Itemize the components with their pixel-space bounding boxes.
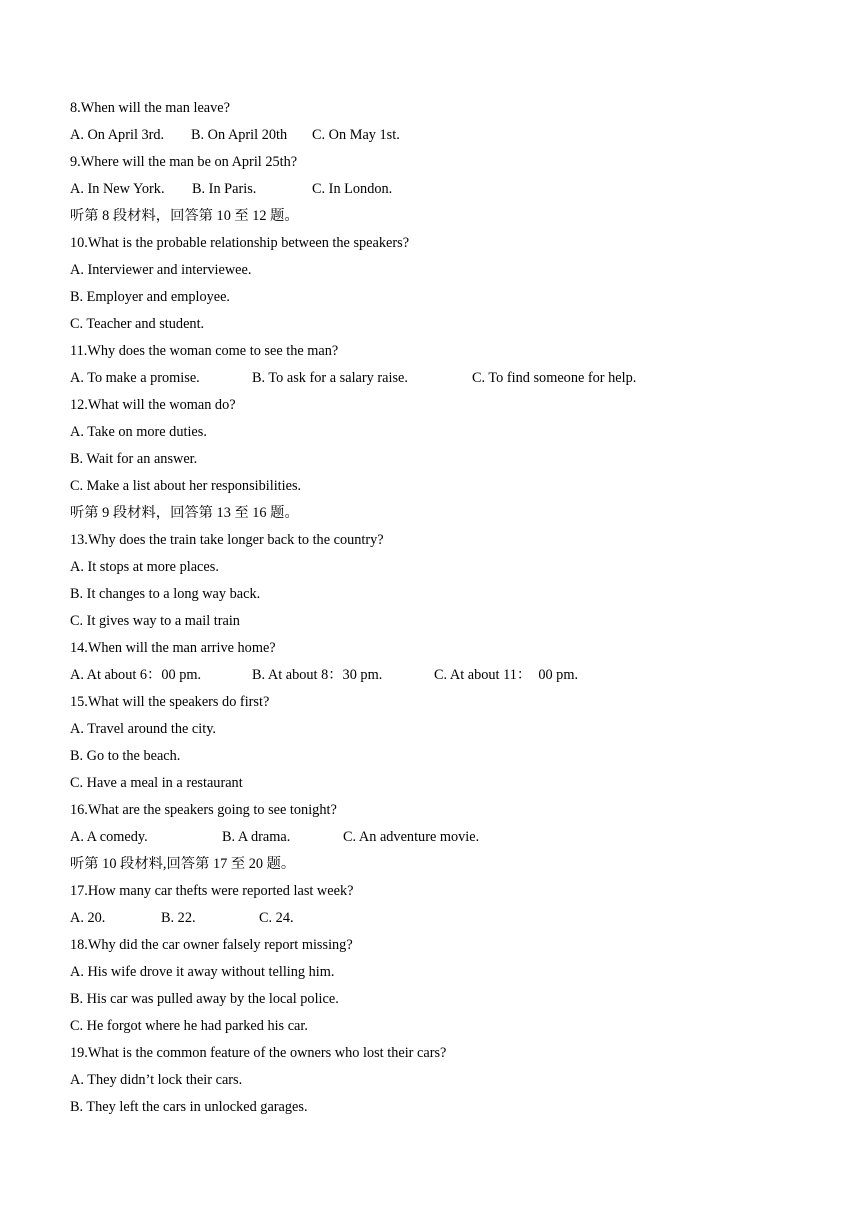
question-18-option-a: A. His wife drove it away without telling him. [70, 964, 335, 980]
option-a: A. In New York. [70, 181, 165, 197]
option-b: B. A drama. [222, 829, 291, 845]
question-18-option-b: B. His car was pulled away by the local police. [70, 991, 339, 1007]
question-19-option-a: A. They didn’t lock their cars. [70, 1072, 243, 1088]
option-b: B. On April 20th [191, 127, 288, 143]
question-12-option-c: C. Make a list about her responsibilities. [70, 478, 302, 494]
question-15: 15.What will the speakers do first? [70, 694, 270, 710]
question-12-option-b: B. Wait for an answer. [70, 451, 198, 467]
question-18: 18.Why did the car owner falsely report missing? [70, 937, 353, 953]
question-11: 11.Why does the woman come to see the man? [70, 343, 339, 359]
question-16-options [70, 827, 480, 847]
question-14: 14.When will the man arrive home? [70, 640, 276, 656]
option-a: A. To make a promise. [70, 370, 200, 386]
question-19-option-b: B. They left the cars in unlocked garages. [70, 1099, 308, 1115]
question-12-option-a: A. Take on more duties. [70, 424, 207, 440]
option-a: A. 20. [70, 910, 106, 926]
option-b: B. 22. [161, 910, 196, 926]
option-a: A. On April 3rd. [70, 127, 165, 143]
option-a: A. At about 6：00 pm. [70, 667, 202, 683]
section-heading-10: 听第 10 段材料,回答第 17 至 20 题。 [70, 856, 296, 872]
question-13-option-a: A. It stops at more places. [70, 559, 219, 575]
section-heading-9: 听第 9 段材料，回答第 13 至 16 题。 [70, 505, 299, 521]
question-12: 12.What will the woman do? [70, 397, 236, 413]
question-10: 10.What is the probable relationship between the speakers? [70, 235, 410, 251]
question-10-option-b: B. Employer and employee. [70, 289, 231, 305]
option-c: C. In London. [312, 181, 393, 197]
question-13-option-b: B. It changes to a long way back. [70, 586, 261, 602]
question-9: 9.Where will the man be on April 25th? [70, 154, 298, 170]
question-10-option-c: C. Teacher and student. [70, 316, 205, 332]
option-b: B. At about 8：30 pm. [252, 667, 383, 683]
question-11-options [70, 368, 637, 388]
question-15-option-c: C. Have a meal in a restaurant [70, 775, 243, 791]
option-c: C. On May 1st. [312, 127, 400, 143]
question-19: 19.What is the common feature of the owners who lost their cars? [70, 1045, 447, 1061]
section-heading-8: 听第 8 段材料，回答第 10 至 12 题。 [70, 208, 299, 224]
question-9-options [70, 179, 393, 199]
question-15-option-a: A. Travel around the city. [70, 721, 216, 737]
question-16: 16.What are the speakers going to see tonight? [70, 802, 337, 818]
option-b: B. To ask for a salary raise. [252, 370, 408, 386]
question-13: 13.Why does the train take longer back to the country? [70, 532, 384, 548]
option-c: C. 24. [259, 910, 294, 926]
question-8-options [70, 125, 400, 145]
question-8: 8.When will the man leave? [70, 100, 230, 116]
option-b: B. In Paris. [192, 181, 257, 197]
question-18-option-c: C. He forgot where he had parked his car. [70, 1018, 308, 1034]
option-c: C. To find someone for help. [472, 370, 637, 386]
question-13-option-c: C. It gives way to a mail train [70, 613, 240, 629]
option-a: A. A comedy. [70, 829, 148, 845]
option-c: C. At about 11： 00 pm. [434, 667, 579, 683]
question-17: 17.How many car thefts were reported last week? [70, 883, 354, 899]
question-17-options [70, 908, 294, 928]
question-14-options [70, 665, 579, 685]
question-15-option-b: B. Go to the beach. [70, 748, 181, 764]
option-c: C. An adventure movie. [343, 829, 480, 845]
question-10-option-a: A. Interviewer and interviewee. [70, 262, 252, 278]
